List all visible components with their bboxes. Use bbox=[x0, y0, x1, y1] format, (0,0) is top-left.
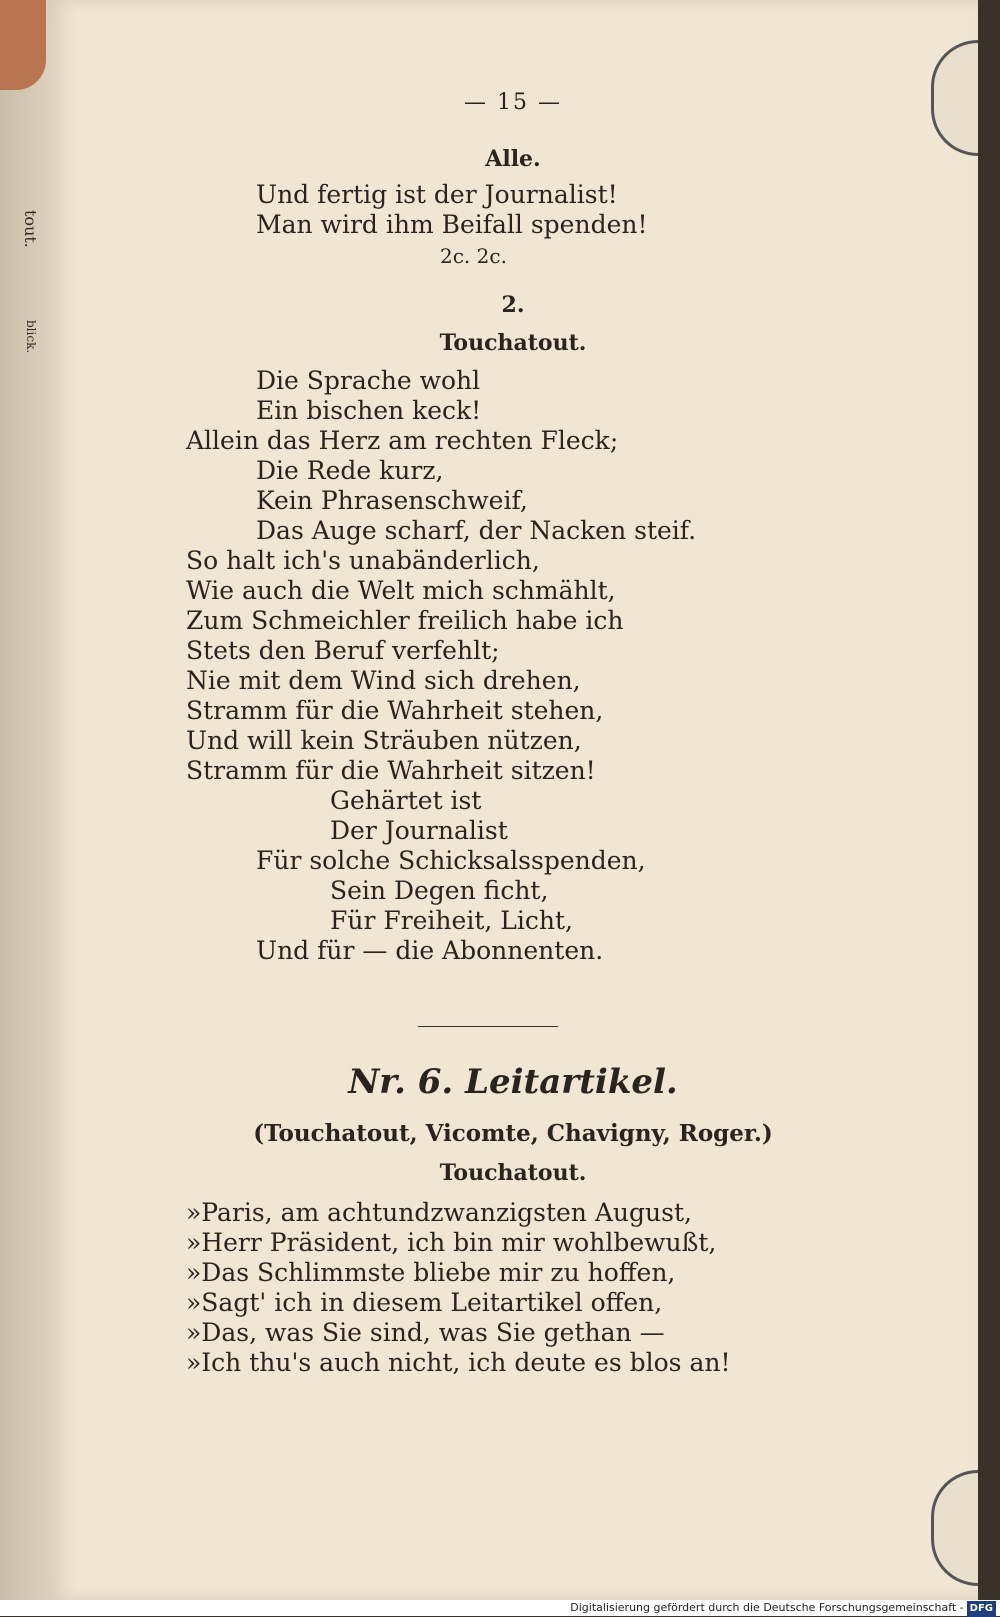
etc-mark: 2c. 2c. bbox=[440, 244, 507, 268]
verse-line: Man wird ihm Beifall spenden! bbox=[256, 210, 648, 239]
verse-line: Wie auch die Welt mich schmählt, bbox=[186, 576, 616, 605]
verse-line: Kein Phrasenschweif, bbox=[256, 486, 528, 515]
verse-line: Gehärtet ist bbox=[330, 786, 482, 815]
speaker-heading: Touchatout. bbox=[439, 1160, 587, 1186]
digitization-footer bbox=[0, 1600, 1000, 1616]
verse-line: »Herr Präsident, ich bin mir wohlbewußt, bbox=[186, 1228, 717, 1257]
margin-fragment: tout. bbox=[21, 210, 40, 248]
verse-line: Allein das Herz am rechten Fleck; bbox=[186, 426, 619, 455]
verse-line: Für solche Schicksalsspenden, bbox=[256, 846, 646, 875]
torn-corner bbox=[0, 0, 46, 90]
speaker-heading: Alle. bbox=[485, 146, 541, 172]
verse-line: Die Rede kurz, bbox=[256, 456, 444, 485]
verse-number: 2. bbox=[501, 292, 525, 318]
verse-line: Ein bischen keck! bbox=[256, 396, 482, 425]
verse-line: Nie mit dem Wind sich drehen, bbox=[186, 666, 581, 695]
section-divider bbox=[418, 1026, 558, 1027]
page-number: — 15 — bbox=[464, 90, 562, 115]
speaker-heading: Touchatout. bbox=[439, 330, 587, 356]
adjacent-page-edge bbox=[0, 0, 48, 1600]
verse-line: Und für — die Abonnenten. bbox=[256, 936, 604, 965]
binding-clip-bottom bbox=[931, 1470, 978, 1586]
verse-line: Zum Schmeichler freilich habe ich bbox=[186, 606, 624, 635]
verse-line: Das Auge scharf, der Nacken steif. bbox=[256, 516, 697, 545]
verse-line: »Ich thu's auch nicht, ich deute es blos an! bbox=[186, 1348, 731, 1377]
verse-line: »Das Schlimmste bliebe mir zu hoffen, bbox=[186, 1258, 676, 1287]
dfg-logo: DFG bbox=[967, 1601, 996, 1617]
section-title: Nr. 6. Leitartikel. bbox=[348, 1062, 678, 1102]
verse-line: Für Freiheit, Licht, bbox=[330, 906, 573, 935]
verse-line: Und will kein Sträuben nützen, bbox=[186, 726, 582, 755]
verse-line: »Das, was Sie sind, was Sie gethan — bbox=[186, 1318, 665, 1347]
verse-line: Die Sprache wohl bbox=[256, 366, 481, 395]
cast-list: (Touchatout, Vicomte, Chavigny, Roger.) bbox=[253, 1120, 773, 1147]
margin-fragment: blick. bbox=[24, 320, 38, 354]
verse-line: Und fertig ist der Journalist! bbox=[256, 180, 618, 209]
verse-line: »Sagt' ich in diesem Leitartikel offen, bbox=[186, 1288, 663, 1317]
verse-line: Der Journalist bbox=[330, 816, 508, 845]
verse-line: So halt ich's unabänderlich, bbox=[186, 546, 540, 575]
verse-line: Stramm für die Wahrheit stehen, bbox=[186, 696, 604, 725]
verse-line: Sein Degen ficht, bbox=[330, 876, 549, 905]
verse-line: Stets den Beruf verfehlt; bbox=[186, 636, 500, 665]
verse-line: »Paris, am achtundzwanzigsten August, bbox=[186, 1198, 692, 1227]
book-page bbox=[48, 0, 978, 1600]
verse-line: Stramm für die Wahrheit sitzen! bbox=[186, 756, 596, 785]
footer-text: Digitalisierung gefördert durch die Deutsche Forschungsgemeinschaft - bbox=[570, 1601, 964, 1614]
